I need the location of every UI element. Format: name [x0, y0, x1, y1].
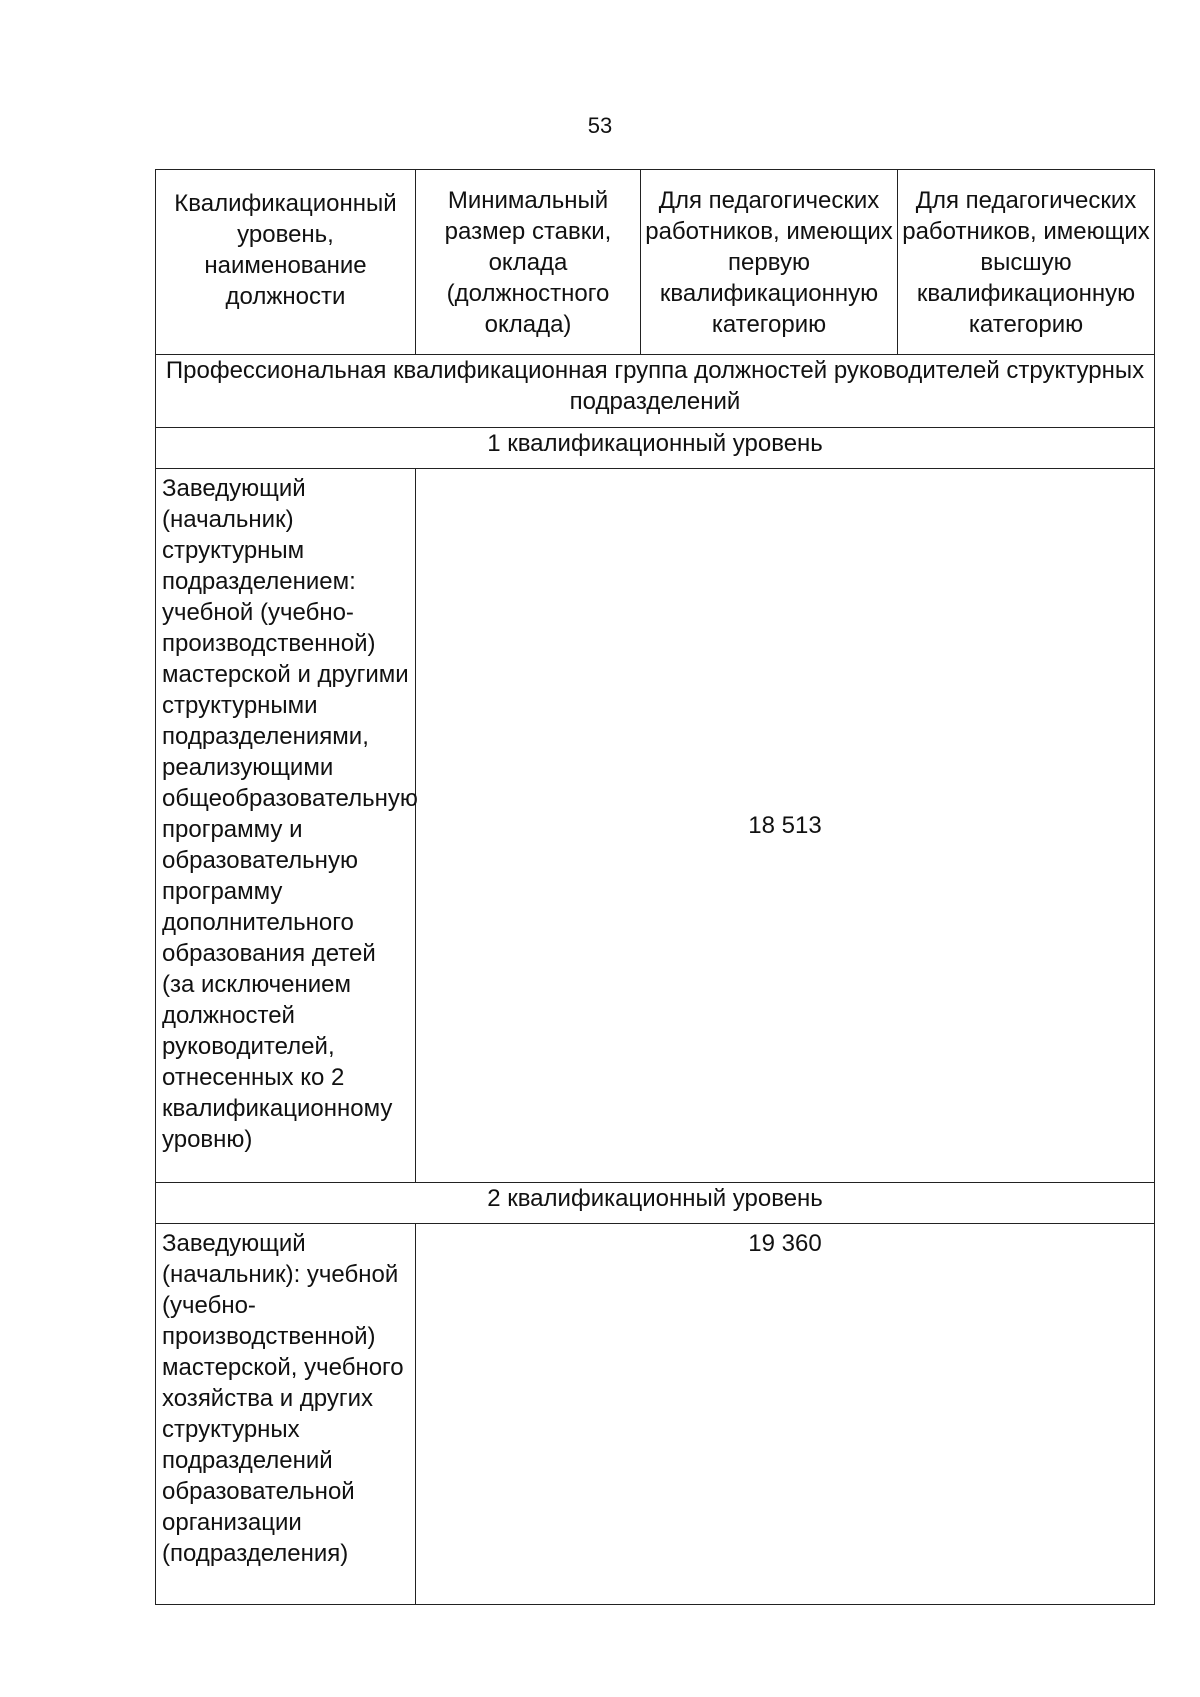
group-row: [156, 355, 1155, 428]
salary-value: 19 360: [416, 1224, 1155, 1605]
level-row: [156, 1183, 1155, 1224]
page-number: 53: [587, 113, 613, 138]
position-name: Заведующий (начальник) структурным подразделением: учебной (учебно-производственной) мастерской и другими структурными подразделениями, реализующими общеобразовательную программу и образовательную программу дополнительного образования детей (за исключением должностей руководителей, отнесенных ко 2 квалификационному уровню): [156, 469, 416, 1183]
header-minimum-salary: Минимальный размер ставки, оклада (должностного оклада): [416, 170, 641, 355]
salary-table: [155, 169, 1155, 1605]
header-qualification-level: Квалификационный уровень, наименование должности: [156, 170, 416, 355]
table-row: [156, 469, 1155, 1183]
level-title: 2 квалификационный уровень: [156, 1183, 1155, 1224]
table-header-row: [156, 170, 1155, 355]
level-title: 1 квалификационный уровень: [156, 428, 1155, 469]
header-first-category: Для педагогических работников, имеющих первую квалификационную категорию: [641, 170, 898, 355]
position-name: Заведующий (начальник): учебной (учебно-производственной) мастерской, учебного хозяйства и других структурных подразделений образовательной организации (подразделения): [156, 1224, 416, 1605]
salary-value: 18 513: [416, 469, 1155, 1183]
table-row: [156, 1224, 1155, 1605]
group-title: Профессиональная квалификационная группа должностей руководителей структурных подразделений: [156, 355, 1155, 428]
level-row: [156, 428, 1155, 469]
header-highest-category: Для педагогических работников, имеющих высшую квалификационную категорию: [898, 170, 1155, 355]
